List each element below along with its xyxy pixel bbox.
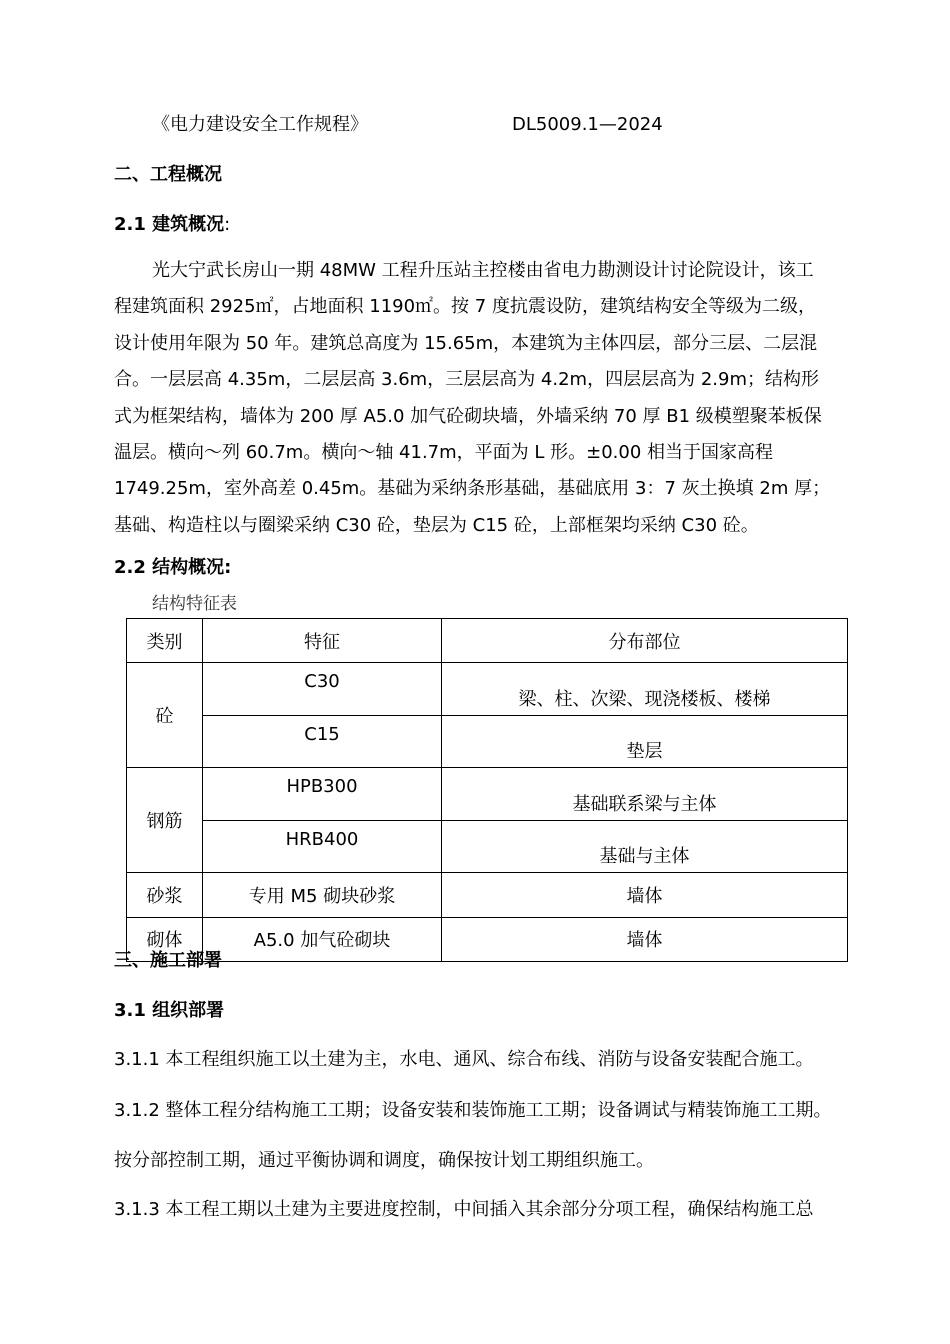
paragraph-line: 1749.25m，室外高差 0.45m。基础为采纳条形基础，基础底用 3：7 灰土换填 2m 厚；: [114, 478, 831, 500]
section-3-heading: 三、施工部署: [114, 950, 222, 971]
item-3-1-1: 3.1.1 本工程组织施工以土建为主，水电、通风、综合布线、消防与设备安装配合施工。: [114, 1049, 814, 1070]
feature-cell: C30: [203, 663, 442, 716]
location-cell: 基础与主体: [442, 820, 848, 873]
location-cell: 墙体: [442, 873, 848, 918]
table-header-row: [127, 619, 848, 663]
paragraph-line: 式为框架结构，墙体为 200 厚 A5.0 加气砼砌块墙，外墙采纳 70 厚 B1 级模塑聚苯板保: [114, 405, 822, 427]
section-2-heading: 二、工程概况: [114, 164, 222, 185]
building-overview-paragraph: [114, 253, 859, 544]
feature-cell: 专用 M5 砌块砂浆: [203, 873, 442, 918]
category-cell: 钢筋: [127, 768, 203, 873]
category-cell: 砂浆: [127, 873, 203, 918]
feature-cell: A5.0 加气砼砌块: [203, 917, 442, 962]
category-cell: 砌体: [127, 917, 203, 962]
feature-cell: HRB400: [203, 820, 442, 873]
feature-cell: C15: [203, 715, 442, 768]
paragraph-line: 程建筑面积 2925㎡，占地面积 1190㎡。按 7 度抗震设防，建筑结构安全等级为二级，: [114, 296, 816, 318]
structure-feature-table: [126, 618, 848, 962]
category-cell: 砼: [127, 663, 203, 768]
subsection-2-1-heading: 2.1 建筑概况: [114, 214, 225, 235]
header-category: 类别: [127, 619, 203, 663]
table-row: [127, 917, 848, 962]
item-3-1-2: 3.1.2 整体工程分结构施工工期；设备安装和装饰施工工期；设备调试与精装饰施工工期。: [114, 1100, 832, 1121]
table-caption: 结构特征表: [152, 594, 237, 614]
feature-cell: HPB300: [203, 768, 442, 821]
item-3-1-3: 3.1.3 本工程工期以土建为主要进度控制，中间插入其余部分分项工程，确保结构施工总: [114, 1199, 814, 1220]
paragraph-line: 设计使用年限为 50 年。建筑总高度为 15.65m，本建筑为主体四层，部分三层、二层混: [114, 332, 818, 354]
table-row: [127, 663, 848, 716]
header-location: 分布部位: [442, 619, 848, 663]
paragraph-line: 温层。横向～列 60.7m。横向～轴 41.7m，平面为 L 形。±0.00 相当于国家高程: [114, 442, 774, 464]
paragraph-line: 光大宁武长房山一期 48MW 工程升压站主控楼由省电力勘测设计讨论院设计，该工: [152, 260, 814, 281]
paragraph-line: 合。一层层高 4.35m，二层层高 3.6m，三层层高为 4.2m，四层层高为 2.9m；结构形: [114, 369, 819, 391]
subsection-2-1-colon: :: [224, 214, 231, 235]
header-feature: 特征: [203, 619, 442, 663]
table-row: [127, 873, 848, 918]
paragraph-line: 基础、构造柱以与圈梁采纳 C30 砼，垫层为 C15 砼，上部框架均采纳 C30 砼。: [114, 514, 759, 536]
location-cell: 基础联系梁与主体: [442, 768, 848, 821]
subsection-3-1-heading: 3.1 组织部署: [114, 1000, 225, 1021]
table-row: [127, 768, 848, 821]
item-3-1-2-continued: 按分部控制工期，通过平衡协调和调度，确保按计划工期组织施工。: [114, 1150, 654, 1171]
location-cell: 梁、柱、次梁、现浇楼板、楼梯: [442, 663, 848, 716]
location-cell: 墙体: [442, 917, 848, 962]
table-row: [127, 820, 848, 873]
table-row: [127, 715, 848, 768]
standard-code: DL5009.1—2024: [512, 114, 663, 135]
standard-name: 《电力建设安全工作规程》: [152, 114, 368, 135]
location-cell: 垫层: [442, 715, 848, 768]
subsection-2-1-heading-wrap: [114, 213, 230, 237]
subsection-2-2-heading: 2.2 结构概况:: [114, 557, 232, 578]
